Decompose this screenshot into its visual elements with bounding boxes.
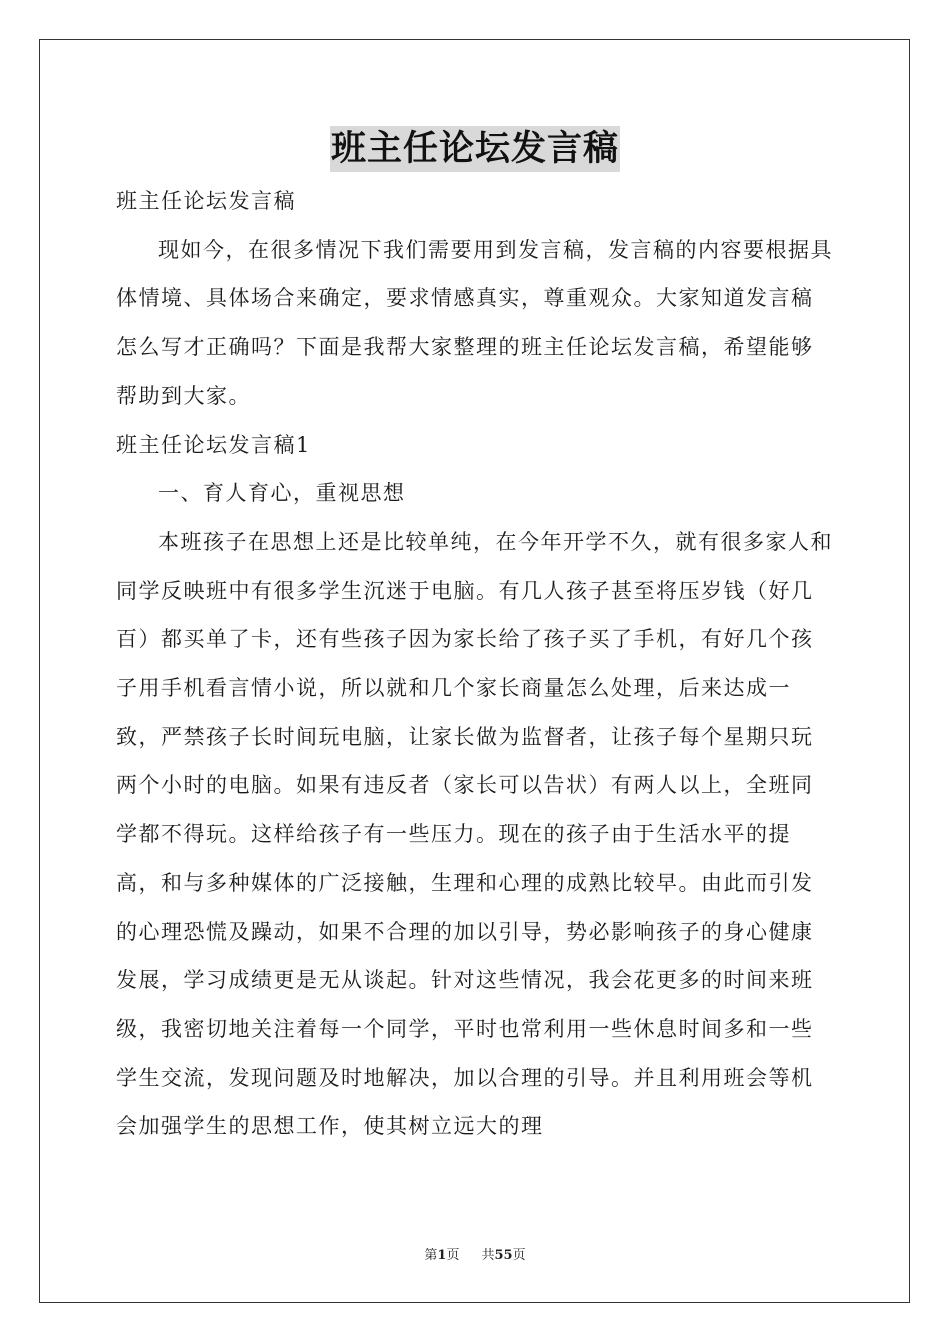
intro-paragraph: 现如今，在很多情况下我们需要用到发言稿，发言稿的内容要根据具体情境、具体场合来确定，要求情感真实，尊重观众。大家知道发言稿怎么写才正确吗？下面是我帮大家整理的班主任论坛发言稿，希望能够帮助到大家。	[116, 237, 833, 408]
page-suffix: 页	[446, 1248, 460, 1263]
page-footer	[0, 1247, 950, 1265]
subsection-heading: 一、育人育心，重视思想	[158, 481, 406, 506]
document-title: 班主任论坛发言稿	[330, 126, 620, 172]
title-container	[0, 126, 950, 172]
page-prefix: 第	[424, 1248, 438, 1263]
document-body	[116, 177, 834, 1151]
total-suffix: 页	[512, 1248, 526, 1263]
page-number: 1	[437, 1248, 447, 1263]
total-prefix: 共	[481, 1248, 495, 1263]
subtitle-paragraph: 班主任论坛发言稿	[116, 189, 296, 213]
body-paragraph: 本班孩子在思想上还是比较单纯，在今年开学不久，就有很多家人和同学反映班中有很多学生沉迷于电脑。有几人孩子甚至将压岁钱（好几百）都买单了卡，还有些孩子因为家长给了孩子买了手机，有好几个孩子用手机看言情小说，所以就和几个家长商量怎么处理，后来达成一致，严禁孩子长时间玩电脑，让家长做为监督者，让孩子每个星期只玩两个小时的电脑。如果有违反者（家长可以告状）有两人以上，全班同学都不得玩。这样给孩子有一些压力。现在的孩子由于生活水平的提高，和与多种媒体的广泛接触，生理和心理的成熟比较早。由此而引发的心理恐慌及躁动，如果不合理的加以引导，势必影响孩子的身心健康发展，学习成绩更是无从谈起。针对这些情况，我会花更多的时间来班级，我密切地关注着每一个同学，平时也常利用一些休息时间多和一些学生交流，发现问题及时地解决，加以合理的引导。并且利用班会等机会加强学生的思想工作，使其树立远大的理	[116, 529, 833, 1139]
section-heading: 班主任论坛发言稿1	[116, 432, 311, 457]
total-pages: 55	[494, 1248, 513, 1263]
